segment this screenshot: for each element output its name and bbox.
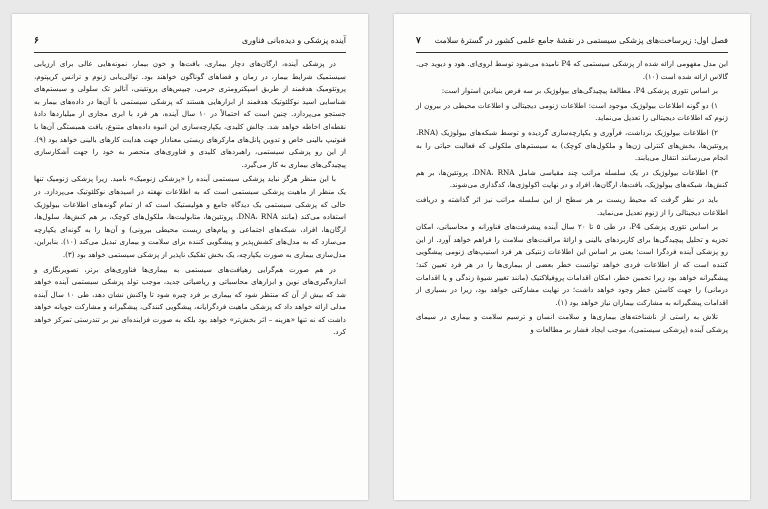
paragraph: در هم صورت هم‌گرایی رهیافت‌های سیستمی به بیماری‌ها فناوری‌های برتر، تصویرنگاری و اندازه‌گیری‌های نوین و ابزارهای محاسباتی و ریاضیاتی جدید، موجب تولد پزشکی سیستمی آینده خواهد شد که بیش از آن که منتظر شود که بیماری بر فرد چیره شود تا واکنش نشان دهد، طی ۱۰ سال آینده مدلی ارائه خواهد داد که پزشکی ماهیت فردگرایانه، پیشگویی کنندگی، پیشگیرانه و مشارکت جویانه خواهد داشت که نه تنها «هزینه – اثر بخش‌تر» خواهد بود بلکه به صورت فزاینده‌ای نیز بر تندرستی تمرکز خواهد کرد. [34,264,346,337]
header-title: آینده پزشکی و دیده‌بانی فناوری [241,36,346,45]
paragraph: این مدل مفهومی ارائه شده از پزشکی سیستمی که P4 نامیده می‌شود توسط لروی‌ای. هود و دیوید جی. گالاس ارائه شده است (۱۰). [416,59,729,81]
paragraph: ۲) اطلاعات بیولوژیک برداشت، فرآوری و یکپارچه‌سازی گردیده و توسط شبکه‌های بیولوژیک (RNA، پروتئین‌ها، بخش‌های کنترلی ژن‌ها و ملکول‌های کوچک) به سیستم‌های ملکولی که فعالیت حیاتی را به انجام می‌رسانند انتقال می‌یابند. [416,127,728,163]
paragraph: ۳) اطلاعات بیولوژیک در یک سلسله مراتب چند مقیاسی شامل DNA، RNA، پروتئین‌ها، بر هم کنش‌ها، شبکه‌های بیولوژیک، بافت‌ها، ارگان‌ها، افراد و در نهایت اکولوژی‌ها، کدگذاری می‌شوند. [416,167,728,190]
paragraph: بر اساس تئوری پزشکی P4، مطالعهٔ پیچیدگی‌های بیولوژیک بر سه فرض بنیادین استوار است: [441,86,718,96]
running-header [416,36,728,50]
header-title: فصل اول: زیرساخت‌های پزشکی سیستمی در نقشهٔ جامع علمی کشور در گسترهٔ سلامت [434,36,728,45]
header-rule [416,52,728,53]
page-number: ۷ [416,36,421,46]
header-rule [34,52,346,53]
paragraph: ۱) دو گونه اطلاعات بیولوژیک موجود است: اطلاعات ژنومی دیجیتالی و اطلاعات محیطی در بیرون از ژنوم که اطلاعات دیجیتالی را تعدیل می‌نماید. [416,100,728,123]
paragraph: باید در نظر گرفت که محیط زیست بر هر سطح از این سلسله مراتب نیز اثر گذاشته و دریافت اطلاعات دیجیتالی را از ژنوم تعدیل می‌نماید. [416,194,728,217]
page-number: ۶ [34,36,39,46]
right-page [394,14,750,500]
paragraph: با این منظر هرگز نباید پزشکی سیستمی آینده را «پزشکی ژنومیک» نامید. زیرا پزشکی ژنومیک تنها یک منظر از ماهیت پزشکی سیستمی است که به اطلاعات نهفته در اسیدهای نوکلئوتیک می‌پردازد. در حالی که پزشکی سیستمی یک دیدگاه جامع و هولیستیک است که از تمام گونه‌های اطلاعات بیولوژیک استفاده می‌کند (مانند DNA، RNA، پروتئین‌ها، متابولیت‌ها، ملکول‌های کوچک، بر هم کنش‌ها، سلول‌ها، ارگان‌ها، افراد، شبکه‌های اجتماعی و پیام‌های زیست محیطی بیرونی) و آن‌ها را به گونه‌ای یکپارچه می‌سازد که به مدل‌های کشش‌پذیر و پیشگویی کننده برای سلامت و بیماری تبدیل می‌کند (۱۰). بنابراین، مدل‌سازی بیماری به صورت یکپارچه، یک بخش تفکیک ناپذیر از پزشکی سیستمی خواهد بود (۳). [34,174,346,259]
page-body [416,58,728,336]
paragraph: در پزشکی آینده، ارگان‌های دچار بیماری، بافت‌ها و خون بیمار، نمونه‌هایی عالی برای ارزیابی سیستمیک شرایط بیمار، در زمان و فضاهای گوناگون خواهند بود. توالی‌یابی ژنوم و ترانس کریپتوم، پروتئومیک هدفمند از طریق اسپکترومتری جرمی، چیپس‌های پروتئینی، آنالیز تک سلولی و سیستم‌های شناسایی اسید نوکلئوتیک هدفمند از ابزارهایی هستند که پزشکی سیستمی با آن‌ها در داده‌های بیمار به جستجو می‌پردازد. چنین است که احتمالاً در ۱۰ سال آینده، هر فرد با ابری مجازی از میلیاردها دادهٔ نقطه‌ای احاطه خواهد شد. چالش کلیدی، یکپارچه‌سازی این انبوه داده‌های متنوع، یافت همبستگی آن‌ها با فنوتیپ بالینی خاص و تدوین پانل‌های مارکرهای زیستی معنادار جهت هدایت کارهای بالینی خواهد بود (۹). از این رو پزشکی سیستمی، راهبردهای کلیدی و فناوری‌های منحصر به خود را جهت آشکارسازی پیچیدگی‌های بیماری به کار می‌گیرد. [34,59,346,169]
page-body [34,58,346,339]
paragraph: بر اساس تئوری پزشکی P4، در طی ۵ تا ۲۰ سال آینده پیشرفت‌های فناورانه و محاسباتی، امکان تجزیه و تحلیل پیچیدگی‌ها برای کاربردهای بالینی و ارائهٔ مراقبت‌های سلامت را فراهم خواهد آورد. از این رو پزشکی آینده فردگرا است؛ یعنی بر اساس این اطلاعات ژنتیکی هر فرد اسنیپ‌های ژنومی پیشگویی کننده است که از اطلاعات فردی خواهد توانست خطر بعضی از بیماری‌ها را در هر فرد تعیین کند؛ پیشگیرانه خواهد بود زیرا تخمین خطر، امکان اقدامات پروفیلاکتیک (مانند تغییر شیوهٔ زندگی و یا اقدامات درمانی) را جهت کاستن خطر وجود خواهد داشت؛ در نهایت مشارکتی خواهد بود، زیرا در بسیاری از اقدامات پیشگیرانه به مشارکت بیماران نیاز خواهد بود (۱). [416,222,728,307]
paragraph: تلاش به راستی از ناشناخته‌های بیماری‌ها و سلامت انسان و ترسیم سلامت و بیماری در سیمای پزشکی آینده (پزشکی سیستمی)، موجب ایجاد فشار بر مطالعات و [416,312,728,334]
running-header [34,36,346,50]
left-page [12,14,368,500]
